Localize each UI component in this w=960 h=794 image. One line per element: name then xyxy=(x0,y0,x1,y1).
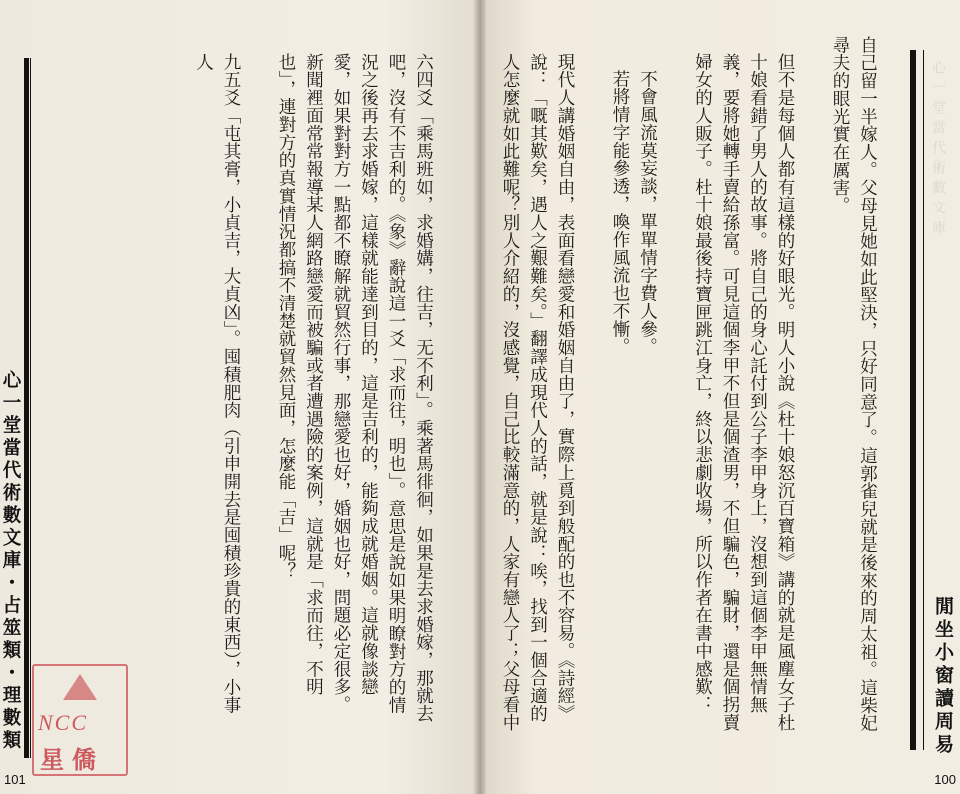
series-title: 心一堂當代術數文庫・占筮類・理數類 xyxy=(0,370,21,753)
stamp-triangle-icon xyxy=(63,674,97,700)
verse-couplet: 不會風流莫妄談，單單情字費人參。 若將情字能參透，喚作風流也不慚。 xyxy=(610,70,658,356)
paragraph: 六四爻「乘馬班如，求婚媾，往吉，无不利」。乘著馬徘徊，如果是去求婚嫁，那就去吧，沒有不吉利的。《象》辭說這一爻「求而往，明也」。意思是說如果明瞭對方的情況之後再去求婚嫁，這樣就能達到目的，這是吉利的，能夠成就婚姻。這就像談戀愛，如果對對方一點都不瞭解就貿然行事，那戀愛也好，婚姻也好，問題必定很多。新聞裡面常常報導某人網路戀愛而被騙或者遭遇險的案例，這就是「求而往，不明也」，連對方的真實情況都搞不清楚就貿然見面，怎麼能「吉」呢？ xyxy=(276,53,434,723)
watermark-stamp xyxy=(32,664,128,776)
spine-rule xyxy=(24,58,29,758)
spine-rule xyxy=(910,50,916,750)
stamp-latin-text: NCC xyxy=(38,710,89,735)
ghost-series-title: 心一堂當代術數文庫 xyxy=(930,60,946,240)
book-gutter xyxy=(474,0,486,794)
page-number-right: 100 xyxy=(934,772,956,787)
page-number-left: 101 xyxy=(4,772,26,787)
left-page-body xyxy=(59,36,464,726)
right-page-body xyxy=(498,36,908,736)
paragraph: 現代人講婚姻自由，表面看戀愛和婚姻自由了，實際上覓到般配的也不容易。《詩經》說：「嘅其歎矣，遇人之艱難矣。」翻譯成現代人的話，就是說：唉，找到一個合適的人怎麼就如此難呢？別人介紹的，沒感覺，自己比較滿意的，人家有戀人了；父母看中 xyxy=(500,53,575,732)
spine-rule-thin xyxy=(923,50,924,750)
spine-rule-thin xyxy=(30,58,31,758)
paragraph: 九五爻「屯其膏，小貞吉，大貞凶」。囤積肥肉（引申開去是囤積珍貴的東西），小事人 xyxy=(193,53,241,714)
right-page-spine xyxy=(912,0,960,794)
right-page xyxy=(480,0,960,794)
chapter-title: 閒坐小窗讀周易 xyxy=(932,596,954,757)
stamp-cjk-text: 星僑 xyxy=(40,746,104,774)
left-page-spine xyxy=(0,0,30,794)
paragraph: 自己留一半嫁人。父母見她如此堅決，只好同意了。這郭雀兒就是後來的周太祖。這柴妃尋夫的眼光實在厲害。 xyxy=(830,36,878,733)
paragraph: 但不是每個人都有這樣的好眼光。明人小說《杜十娘怒沉百寶箱》講的就是風塵女子杜十娘看錯了男人的故事。將自己的身心託付到公子李甲身上，沒想到這個李甲無情無義，要將她轉手賣給孫富。可見這個李甲不但是個渣男，不但騙色，騙財，還是個拐賣婦女的人販子。杜十娘最後持寶匣跳江身亡，終以悲劇收場，所以作者在書中感歎： xyxy=(692,53,795,732)
